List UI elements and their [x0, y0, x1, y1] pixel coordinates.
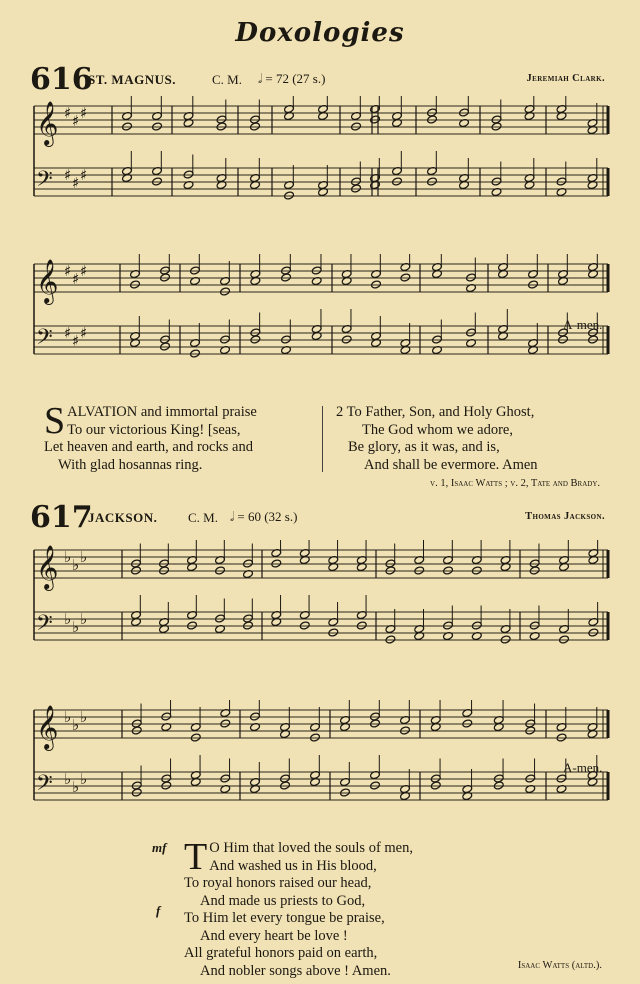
- dynamic-forte: f: [156, 903, 161, 918]
- meter: C. M.: [212, 72, 242, 87]
- hymn-number: 617: [30, 500, 93, 535]
- composer: Thomas Jackson.: [525, 511, 605, 522]
- hymn-616-credit: v. 1, Isaac Watts ; v. 2, Tate and Brady.: [430, 478, 600, 489]
- tune-name: JACKSON.: [88, 510, 158, 525]
- verse-line: To Him let every tongue be praise,: [184, 910, 385, 926]
- verse-line: And shall be evermore. Amen: [364, 456, 538, 473]
- sharp-icon: ♯: [64, 104, 72, 122]
- hymn-617-header: [30, 500, 605, 534]
- bass-clef-icon: 𝄢: [36, 325, 53, 355]
- verse-line: To royal honors raised our head,: [184, 875, 372, 891]
- hymn-616-system-1: [0, 96, 640, 226]
- tempo-marking: 𝅗𝅥 = 72 (27 s.): [258, 71, 326, 86]
- sharp-icon: ♯: [64, 262, 72, 280]
- drop-cap: T: [184, 836, 208, 878]
- sharp-icon: ♯: [72, 112, 80, 130]
- sharp-icon: ♯: [72, 174, 80, 192]
- treble-clef-icon: 𝄞: [36, 101, 59, 145]
- amen-label: A-men.: [563, 317, 603, 332]
- flat-icon: ♭: [72, 556, 80, 574]
- sharp-icon: ♯: [64, 166, 72, 184]
- flat-icon: ♭: [64, 548, 72, 566]
- flat-icon: ♭: [80, 548, 88, 566]
- flat-icon: ♭: [72, 618, 80, 636]
- flat-icon: ♭: [80, 770, 88, 788]
- verse-line: Let heaven and earth, and rocks and: [44, 439, 253, 455]
- verse-line: And every heart be love !: [200, 927, 348, 944]
- hymn-number: 616: [30, 62, 93, 97]
- treble-clef-icon: 𝄞: [36, 705, 59, 749]
- section-title: Doxologies: [235, 18, 405, 48]
- flat-icon: ♭: [64, 708, 72, 726]
- verse-line: To our victorious King! [seas,: [67, 421, 241, 438]
- hymn-616-system-2: [0, 254, 640, 384]
- amen-label: A-men.: [563, 760, 603, 775]
- tune-name: ST. MAGNUS.: [88, 72, 176, 87]
- sharp-icon: ♯: [72, 270, 80, 288]
- verse-line: All grateful honors paid on earth,: [184, 945, 378, 961]
- verse-line: And nobler songs above ! Amen.: [200, 962, 391, 979]
- meter: C. M.: [188, 510, 218, 525]
- verse-line: Be glory, as it was, and is,: [348, 439, 500, 455]
- treble-clef-icon: 𝄞: [36, 259, 59, 303]
- sharp-icon: ♯: [80, 324, 88, 342]
- verse-line: ALVATION and immortal praise: [67, 404, 257, 420]
- flat-icon: ♭: [64, 610, 72, 628]
- sharp-icon: ♯: [72, 332, 80, 350]
- sharp-icon: ♯: [80, 104, 88, 122]
- composer: Jeremiah Clark.: [526, 73, 605, 84]
- hymn-617-system-1: [0, 540, 640, 670]
- drop-cap: S: [44, 400, 66, 442]
- treble-clef-icon: 𝄞: [36, 545, 59, 589]
- verse-line: The God whom we adore,: [362, 421, 513, 438]
- flat-icon: ♭: [64, 770, 72, 788]
- sharp-icon: ♯: [80, 166, 88, 184]
- verse-divider: [322, 406, 323, 472]
- verse-line: With glad hosannas ring.: [58, 456, 203, 473]
- hymn-616-verse-2: [336, 404, 606, 474]
- hymn-617-credit: Isaac Watts (altd.).: [517, 960, 602, 971]
- hymn-616-verse-1: [44, 400, 314, 474]
- flat-icon: ♭: [72, 716, 80, 734]
- verse-line: O Him that loved the souls of men,: [209, 840, 413, 856]
- verse-line: 2 To Father, Son, and Holy Ghost,: [336, 404, 535, 420]
- flat-icon: ♭: [80, 708, 88, 726]
- bass-clef-icon: 𝄢: [36, 771, 53, 801]
- sharp-icon: ♯: [80, 262, 88, 280]
- tempo-marking: 𝅗𝅥 = 60 (32 s.): [230, 509, 298, 524]
- flat-icon: ♭: [80, 610, 88, 628]
- hymn-617-verse: [184, 836, 484, 980]
- bass-clef-icon: 𝄢: [36, 611, 53, 641]
- dynamic-mezzo-forte: mf: [152, 840, 167, 855]
- bass-clef-icon: 𝄢: [36, 167, 53, 197]
- verse-line: And washed us in His blood,: [209, 857, 377, 874]
- sharp-icon: ♯: [64, 324, 72, 342]
- hymn-617-system-2: [0, 700, 640, 830]
- hymn-616-header: [30, 62, 605, 96]
- verse-line: And made us priests to God,: [200, 892, 366, 909]
- flat-icon: ♭: [72, 778, 80, 796]
